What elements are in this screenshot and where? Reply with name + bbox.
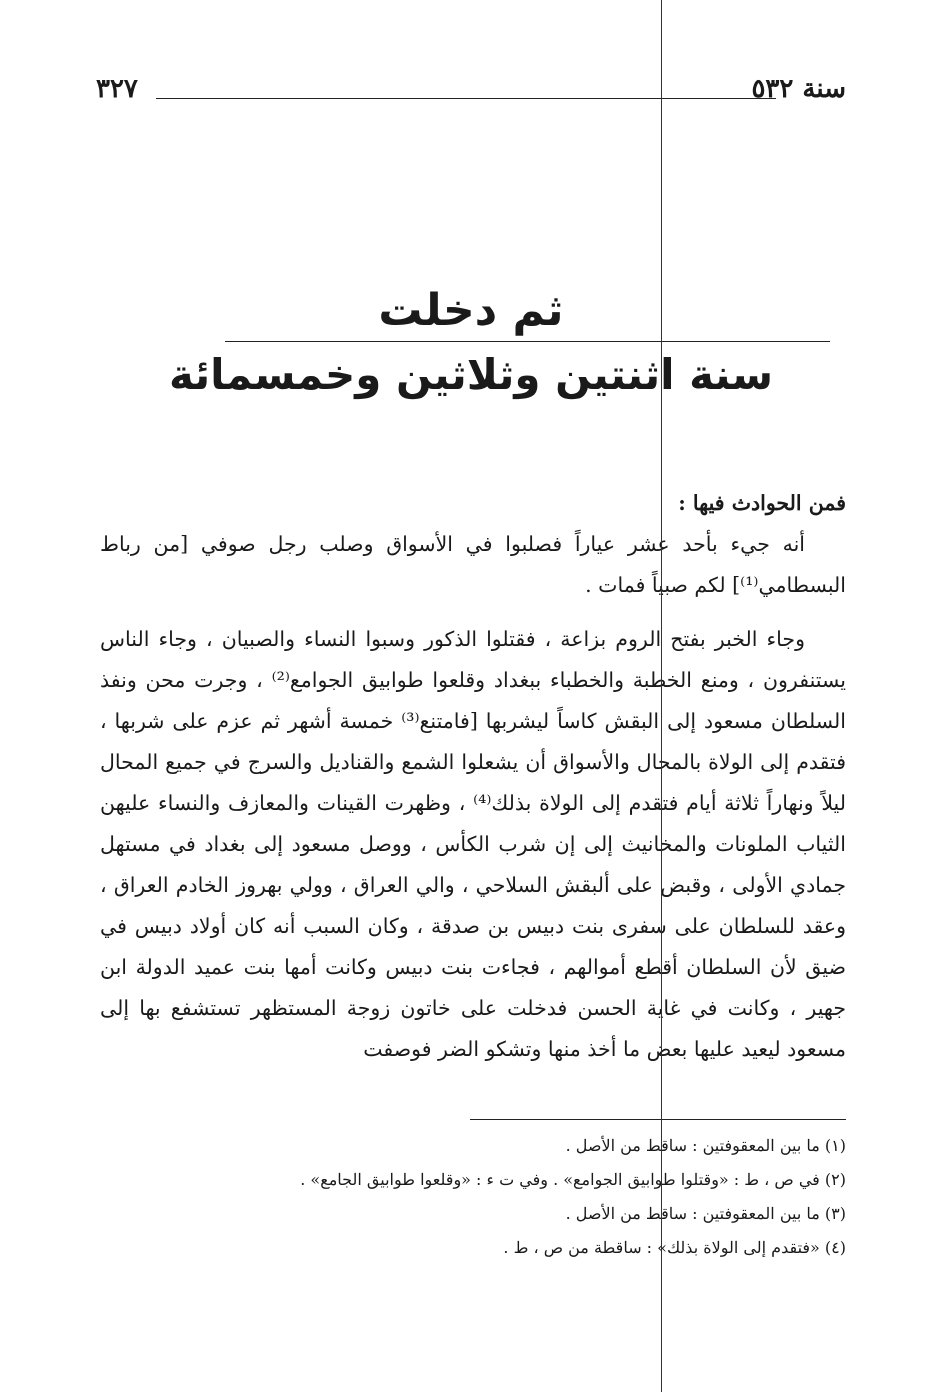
title-rule	[225, 341, 830, 342]
footnote-rule	[470, 1119, 846, 1120]
footnotes	[100, 1129, 846, 1265]
running-header	[96, 74, 846, 114]
footnote: (١) ما بين المعقوفتين : ساقط من الأصل .	[565, 1136, 846, 1155]
footnote: (٤) «فتقدم إلى الولاة بذلك» : ساقطة من ص ، ط .	[503, 1238, 846, 1257]
chapter-title-line2: سنة اثنتين وثلاثين وخمسمائة	[168, 350, 774, 399]
footnote: (٢) في ص ، ط : «وقتلوا طوابيق الجوامع» . وفي ت ء : «وقلعوا طوابيق الجامع» .	[300, 1170, 846, 1189]
paragraph: وجاء الخبر بفتح الروم بزاعة ، فقتلوا الذكور وسبوا النساء والصبيان ، وجاء الناس يستنفرون ، ومنع الخطبة والخطباء ببغداد وقلعوا طوابيق الجوامع⁽²⁾ ، وجرت محن ونفذ السلطان مسعود إلى البقش كاساً ليشربها [فامتنع⁽³⁾ خمسة أشهر ثم عزم على شربها ، فتقدم إلى الولاة بالمحال والأسواق أن يشعلوا الشمع والقناديل والسرج في جميع المحال ليلاً ونهاراً ثلاثة أيام فتقدم إلى الولاة بذلك⁽⁴⁾ ، وظهرت القينات والمعازف والنساء عليهن الثياب الملونات والمخانيث إلى إن شرب الكأس ، ووصل مسعود إلى بغداد في مستهل جمادي الأولى ، وقبض على ألبقش السلاحي ، والي العراق ، وولي بهروز الخادم العراق ، وعقد للسلطان على سفرى بنت دبيس بن صدقة ، وكان السبب أنه كان أولاد دبيس في ضيق لأن السلطان أقطع أموالهم ، فجاءت بنت دبيس وكانت أمها بنت عميد الدولة ابن جهير ، وكانت في غاية الحسن فدخلت على خاتون زوجة المستظهر تستشفع بها إلى مسعود ليعيد عليها بعض ما أخذ منها وتشكو الضر فوصفت	[100, 627, 846, 1061]
header-rule	[156, 98, 776, 99]
page-number: ٣٢٧	[96, 74, 138, 104]
footnote: (٣) ما بين المعقوفتين : ساقط من الأصل .	[565, 1204, 846, 1223]
header-year: سنة ٥٣٢	[751, 74, 846, 104]
paragraph: أنه جيء بأحد عشر عياراً فصلبوا في الأسواق وصلب رجل صوفي [من رباط البسطامي⁽¹⁾] لكم صبياً فمات .	[100, 532, 846, 597]
scan-guide-line	[661, 0, 662, 1392]
body-text	[100, 483, 846, 1070]
section-heading: فمن الحوادث فيها :	[678, 491, 846, 515]
chapter-title-line1: ثم دخلت	[378, 285, 564, 336]
